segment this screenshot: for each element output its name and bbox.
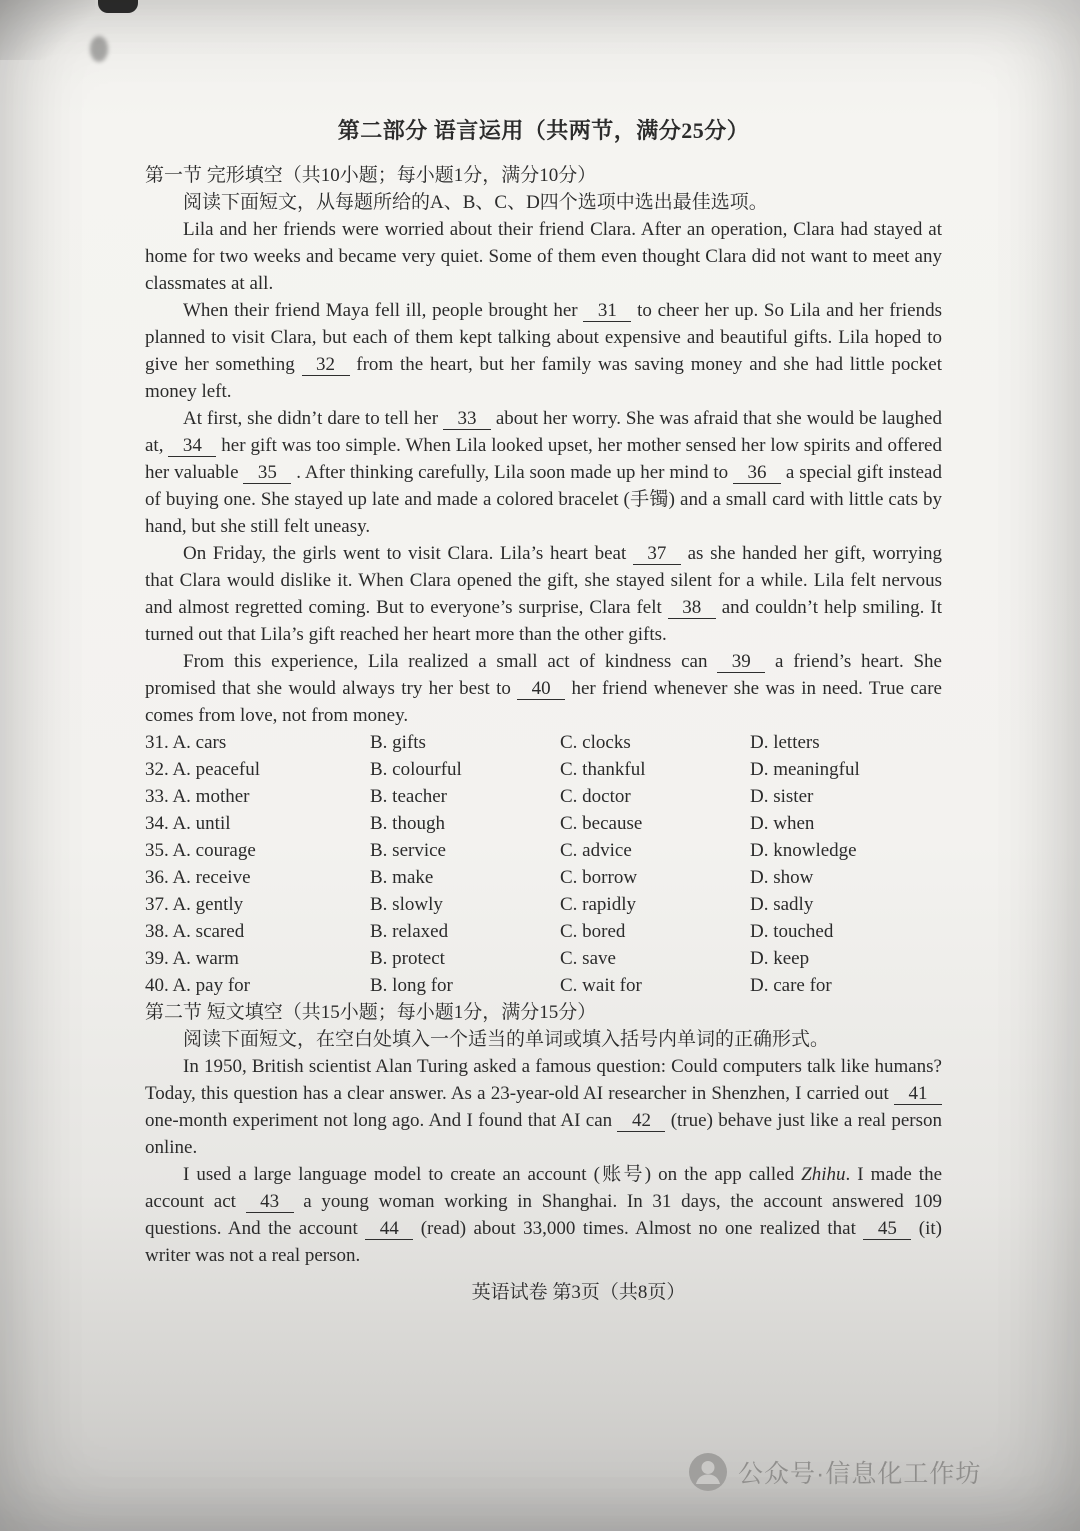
cloze-paragraph: From this experience, Lila realized a small act of kindness can 39 a friend’s heart. She promised that she would always try her best to 40 her friend whenever she was in need. True care comes from love, not from money. [145, 651, 942, 726]
option-row [145, 837, 942, 864]
option-cell: C. rapidly [560, 894, 636, 915]
fill-paragraph: In 1950, British scientist Alan Turing asked a famous question: Could computers talk like humans? Today, this question has a clear answer. As a 23-year-old AI researcher in Shenzhen, I carried out 41 one-month experiment not long ago. And I found that AI can 42 (true) behave just like a real person online. [145, 1056, 942, 1158]
option-row [145, 864, 942, 891]
option-cell: D. meaningful [750, 759, 860, 780]
blank-32: 32 [302, 354, 350, 376]
option-row [145, 810, 942, 837]
option-cell: B. colourful [370, 759, 462, 780]
option-cell: C. wait for [560, 975, 642, 996]
option-cell: D. sister [750, 786, 814, 807]
option-cell: C. thankful [560, 759, 646, 780]
cloze-paragraph: When their friend Maya fell ill, people brought her 31 to cheer her up. So Lila and her friends planned to visit Clara, but each of them kept talking about expensive and beautiful gifts. Lila hoped to give her something 32 from the heart, but her family was saving money and she had little pocket money left. [145, 300, 942, 402]
option-cell: B. protect [370, 948, 445, 969]
option-cell: C. advice [560, 840, 632, 861]
page-title: 第二部分 语言运用（共两节，满分25分） [337, 118, 750, 143]
option-cell: 40. A. pay for [145, 975, 251, 996]
option-cell: D. when [750, 813, 815, 834]
option-cell: D. keep [750, 948, 810, 969]
option-cell: B. service [370, 840, 446, 861]
option-cell: 35. A. courage [145, 840, 256, 861]
option-cell: 36. A. receive [145, 867, 251, 888]
blank-36: 36 [733, 462, 781, 484]
option-cell: B. slowly [370, 894, 443, 915]
option-cell: B. long for [370, 975, 453, 996]
cloze-passage [145, 216, 942, 729]
option-cell: C. clocks [560, 732, 631, 753]
option-cell: 37. A. gently [145, 894, 244, 915]
scan-smudge [0, 0, 95, 60]
cloze-paragraph: Lila and her friends were worried about their friend Clara. After an operation, Clara had stayed at home for two weeks and became very quiet. Some of them even thought Clara did not want to meet any classmates at all. [145, 219, 942, 294]
page-content [145, 116, 942, 1306]
fill-section-heading: 第二节 短文填空（共15小题；每小题1分，满分15分） [145, 1002, 597, 1023]
option-cell: C. doctor [560, 786, 631, 807]
option-row [145, 729, 942, 756]
blank-44: 44 [365, 1218, 413, 1240]
option-cell: D. sadly [750, 894, 814, 915]
option-cell: C. save [560, 948, 616, 969]
option-row [145, 783, 942, 810]
option-cell: B. though [370, 813, 445, 834]
option-cell: 39. A. warm [145, 948, 239, 969]
option-cell: D. care for [750, 975, 832, 996]
cloze-options [145, 729, 942, 999]
cloze-instruction: 阅读下面短文，从每题所给的A、B、C、D四个选项中选出最佳选项。 [183, 192, 768, 213]
option-row [145, 756, 942, 783]
fill-paragraph: I used a large language model to create an account (账号) on the app called Zhihu. I made the account act 43 a young woman working in Shanghai. In 31 days, the account answered 109 questions. And the account 44 (read) about 33,000 times. Almost no one realized that 45 (it) writer was not a real person. [145, 1164, 943, 1266]
option-cell: B. gifts [370, 732, 426, 753]
option-cell: B. teacher [370, 786, 448, 807]
scan-smudge [90, 36, 108, 62]
option-cell: 31. A. cars [145, 732, 227, 753]
option-cell: C. bored [560, 921, 626, 942]
fill-instruction: 阅读下面短文，在空白处填入一个适当的单词或填入括号内单词的正确形式。 [183, 1029, 830, 1050]
page-footer: 英语试卷 第3页（共8页） [471, 1282, 686, 1303]
blank-41: 41 [894, 1083, 942, 1105]
blank-39: 39 [717, 651, 765, 673]
italic-text: Zhihu [801, 1164, 846, 1185]
watermark [688, 1452, 981, 1492]
blank-31: 31 [583, 300, 631, 322]
cloze-section-heading: 第一节 完形填空（共10小题；每小题1分，满分10分） [145, 165, 597, 186]
fill-passage [145, 1053, 942, 1269]
option-cell: C. because [560, 813, 643, 834]
option-cell: D. knowledge [750, 840, 857, 861]
option-cell: C. borrow [560, 867, 638, 888]
blank-38: 38 [668, 597, 716, 619]
watermark-logo-icon [688, 1452, 728, 1492]
blank-35: 35 [243, 462, 291, 484]
option-cell: B. make [370, 867, 434, 888]
cloze-paragraph: On Friday, the girls went to visit Clara. Lila’s heart beat 37 as she handed her gift, worrying that Clara would dislike it. When Clara opened the gift, she stayed silent for a while. Lila felt nervous and almost regretted coming. But to everyone’s surprise, Clara felt 38 and couldn’t help smiling. It turned out that Lila’s gift reached her heart more than the other gifts. [145, 543, 943, 645]
option-cell: 33. A. mother [145, 786, 250, 807]
option-cell: D. show [750, 867, 814, 888]
option-row [145, 891, 942, 918]
blank-45: 45 [863, 1218, 911, 1240]
scan-smudge [98, 0, 138, 13]
blank-33: 33 [443, 408, 491, 430]
option-row [145, 945, 942, 972]
option-cell: D. touched [750, 921, 834, 942]
option-cell: D. letters [750, 732, 820, 753]
option-row [145, 918, 942, 945]
cloze-paragraph: At first, she didn’t dare to tell her 33 about her worry. She was afraid that she would be laughed at, 34 her gift was too simple. When Lila looked upset, her mother sensed her low spirits and offered her valuable 35 . After thinking carefully, Lila soon made up her mind to 36 a special gift instead of buying one. She stayed up late and made a colored bracelet (手镯) and a small card with little cats by hand, but she still felt uneasy. [145, 408, 942, 537]
watermark-text: 公众号·信息化工作坊 [738, 1460, 982, 1488]
blank-40: 40 [517, 678, 565, 700]
option-row [145, 972, 942, 999]
blank-37: 37 [633, 543, 681, 565]
blank-43: 43 [246, 1191, 294, 1213]
option-cell: 32. A. peaceful [145, 759, 261, 780]
option-cell: 38. A. scared [145, 921, 245, 942]
option-cell: 34. A. until [145, 813, 231, 834]
blank-42: 42 [617, 1110, 665, 1132]
option-cell: B. relaxed [370, 921, 449, 942]
blank-34: 34 [168, 435, 216, 457]
